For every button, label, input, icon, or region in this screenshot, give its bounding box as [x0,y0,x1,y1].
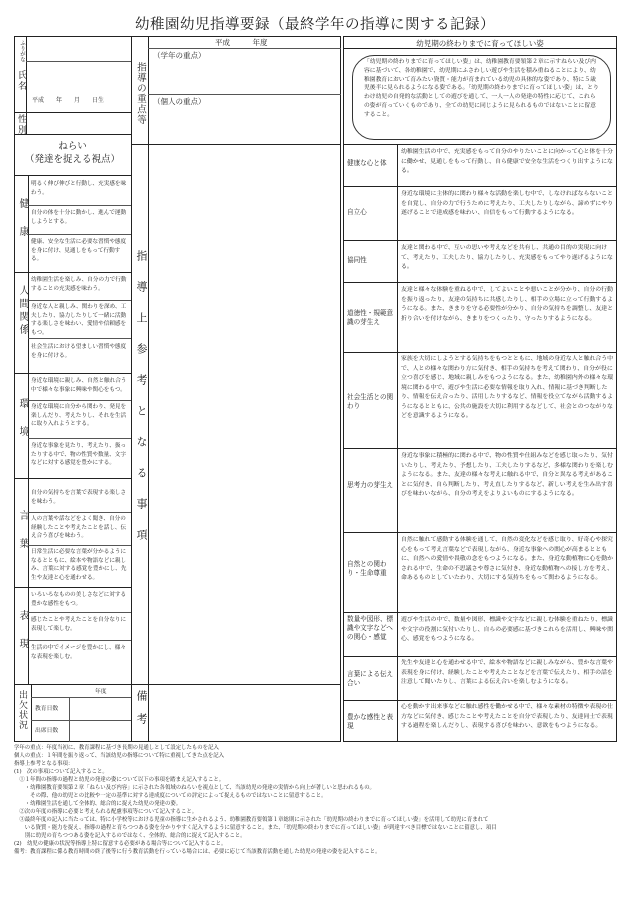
footnote: 学年の重点：年度当初に、教育課程に基づき長期の見通しとして設定したものを記入 [14,745,219,751]
aim-text: 自分の気持ちを言葉で表現する楽しさを味わう。 [31,490,127,505]
aim-text: 社会生活における望ましい習慣や態度を身に付ける。 [31,344,127,359]
attendance-label: 出欠状況 [17,690,27,730]
final-picture-header: 幼児期の終わりまでに育ってほしい姿 [416,39,544,48]
picture-text: 心を動かす出来事などに触れ感性を働かせる中で、様々な素材の特徴や表現の仕方などに気付き、感じたことや考えたことを自分で表現したり、友達同士で表現する過程を楽しんだりし、表現する喜びを味わい、意欲をもつようになる。 [401,704,613,730]
area-label-health: 健康 [17,198,28,254]
picture-label-morality: 道徳性・規範意識の芽生え [347,309,394,327]
footnote: 備考：教育課程に係る教育時間の終了後等に行う教育活動を行っている場合には、必要に応じて当該教育活動を通した幼児の発達の姿を記入すること。 [14,849,381,855]
aim-text: 身近な環境に自分から関わり、発見を楽しんだり、考えたりし、それを生活に取り入れようとする。 [31,404,127,428]
aim-text: 明るく伸び伸びと行動し、充実感を味わう。 [31,181,127,196]
picture-text: 先生や友達と心を通わせる中で、絵本や物語などに親しみながら、豊かな言葉や表現を身に付け、経験したことや考えたことなどを言葉で伝えたり、相手の話を注意して聞いたりし、言葉による伝え合いを楽しむようになる。 [401,660,613,686]
footnote: (1) 次の事項について記入すること。 [14,769,108,775]
footnote: 個人の重点：１年間を振り返って、当該幼児の指導について特に重視してきた点を記入 [14,753,225,759]
footnote: ・幼稚園生活を通して全体的、総合的に捉えた幼児の発達の姿。 [14,801,182,807]
footnote: その際、他の幼児との比較や一定の基準に対する達成度についての評定によって捉えるものではないことに留意すること。 [14,793,327,799]
area-label-environment: 環境 [17,398,28,454]
remarks-label: 備考 [135,690,148,736]
aims-header: ねらい （発達を捉える視点） [24,141,120,165]
aim-text: 幼稚園生活を楽しみ、自分の力で行動することの充実感を味わう。 [31,277,127,292]
picture-text: 友達と様々な体験を重ねる中で、してよいことや悪いことが分かり、自分の行動を振り返ったり、友達の気持ちに共感したりし、相手の立場に立って行動するようになる。また、きまりを守る必要性が分かり、自分の気持ちを調整し、友達と折り合いを付けながら、きまりをつくったり、守ったりするようになる。 [401,287,614,322]
footnote: 別に幼児の育ちつつある姿を記入するのではなく、全体的、総合的に捉えて記入すること。 [14,833,246,839]
area-label-language: 言葉 [17,510,28,566]
attendance-year-label: 年度 [95,689,107,695]
aim-text: 生活の中でイメージを豊かにし、様々な表現を楽しむ。 [31,645,126,660]
aim-text: 自分の体を十分に動かし、進んで運動しようとする。 [31,210,127,225]
area-label-relations: 人間関係 [17,285,28,337]
attend-days-label: 出席日数 [35,728,59,734]
picture-label-cooperation: 協同性 [347,256,367,264]
aim-text: 身近な事象を見たり、考えたり、扱ったりする中で、物の性質や数量、文字などに対する感覚を豊かにする。 [31,443,127,467]
page-title: 幼稚園幼児指導要録（最終学年の指導に関する記録） [135,17,495,33]
picture-label-nature: 自然との関わり・生命尊重 [347,560,387,578]
footnote: ①１年間の指導の過程と幼児の発達の姿について以下の事項を踏まえ記入すること。 [14,777,225,783]
aim-text: 健康、安全な生活に必要な習慣や態度を身に付け、見通しをもって行動する。 [31,239,127,263]
school-days-label: 教育日数 [35,706,59,712]
area-label-expression: 表現 [17,610,28,666]
picture-text: 自然に触れて感動する体験を通して、自然の変化などを感じ取り、好奇心や探究心をもって考え言葉などで表現しながら、身近な事象への関心が高まるとともに、自然への愛情や畏敬の念をもつようになる。また、身近な動植物に心を動かされる中で、生命の不思議さや尊さに気付き、身近な動植物への接し方を考え、命あるものとしていたわり、大切にする気持ちをもって関わるようになる。 [401,537,614,582]
picture-text: 家族を大切にしようとする気持ちをもつとともに、地域の身近な人と触れ合う中で、人との様々な関わり方に気付き、相手の気持ちを考えて関わり、自分が役に立つ喜びを感じ、地域に親しみをもつようになる。また、幼稚園内外の様々な環境に関わる中で、遊びや生活に必要な情報を取り入れ、情報に基づき判断したり、情報を伝え合ったり、活用したりするなど、情報を役立てながら活動するようになるとともに、公共の施設を大切に利用するなどして、社会とのつながりなどを意識するようになる。 [401,356,614,420]
aim-text: 身近な人と親しみ、関わりを深め、工夫したり、協力したりして一緒に活動する楽しさを味わい、愛情や信頼感をもつ。 [31,304,127,336]
aim-text: いろいろなものの美しさなどに対する豊かな感性をもつ。 [31,592,127,607]
picture-text: 幼稚園生活の中で、充実感をもって自分のやりたいことに向かって心と体を十分に働かせ、見通しをもって行動し、自ら健康で安全な生活をつくり出すようになる。 [401,149,613,175]
individual-focus-label: （個人の重点） [153,97,206,106]
picture-label-thinking: 思考力の芽生え [347,481,394,489]
aim-text: 身近な環境に親しみ、自然と触れ合う中で様々な事象に興味や関心をもつ。 [31,378,127,393]
furigana-label: ふりがな [19,40,25,62]
aim-text: 人の言葉や話などをよく聞き、自分の経験したことや考えたことを話し、伝え合う喜びを味わう。 [31,516,127,540]
guidance-points-label: 指導の重点等 [135,62,146,125]
footnote: いる資質・能力を捉え、指導の過程と育ちつつある姿を分かりやすく記入するように留意すること。また、「幼児期の終わりまでに育ってほしい姿」が到達すべき目標ではないことに留意し、項目 [14,825,497,831]
picture-text: 身近な環境に主体的に関わり様々な活動を楽しむ中で、しなければならないことを自覚し、自分の力で行うために考えたり、工夫したりしながら、諦めずにやり遂げることで達成感を味わい、自信をもって行動するようになる。 [401,191,614,217]
intro-note: 「幼児期の終わりまでに育ってほしい姿」は、幼稚園教育要領第２章に示すねらい及び内容に基づいて、各幼稚園で、幼児期にふさわしい遊びや生活を積み重ねることにより、幼稚園教育において育みたい資質・能力が育まれている幼児の具体的な姿であり、特に５歳児後半に見られるようになる姿である。「幼児期の終わりまでに育ってほしい姿」は、とりわけ幼児の自発的な活動としての遊びを通して、一人一人の発達の特性に応じて、これらの姿が育っていくものであり、全ての幼児に同じように見られるものではないことに留意すること。 [364,59,599,118]
footnote: (2) 幼児の健康の状況等指導上特に留意する必要がある場合等について記入すること。 [14,841,227,847]
birth-date: 平成 年 月 日生 [32,97,105,104]
picture-label-numbers: 数量や図形、標識や文字などへの関心・感覚 [347,615,394,642]
picture-label-expression: 豊かな感性と表現 [347,713,394,731]
school-year: 平成 年度 [215,38,268,47]
picture-text: 遊びや生活の中で、数量や図形、標識や文字などに親しむ体験を重ねたり、標識や文字の役割に気付いたりし、自らの必要感に基づきこれらを活用し、興味や関心、感覚をもつようになる。 [401,617,614,643]
picture-label-health: 健康な心と体 [347,159,387,167]
reference-notes-label: 指導上参考となる事項 [135,250,148,560]
picture-label-language: 言葉による伝え合い [347,670,394,688]
aim-text: 日常生活に必要な言葉が分かるようになるとともに、絵本や物語などに親しみ、言葉に対する感覚を豊かにし、先生や友達と心を通わせる。 [31,549,127,581]
name-label: 氏名 [16,70,26,92]
picture-label-society: 社会生活との関わり [347,393,394,411]
footnote: ・幼稚園教育要領第２章「ねらい及び内容」に示された各領域のねらいを視点として、当該幼児の発達の実情から向上が著しいと思われるもの。 [14,785,375,791]
picture-text: 身近な事象に積極的に関わる中で、物の性質や仕組みなどを感じ取ったり、気付いたりし、考えたり、予想したり、工夫したりするなど、多様な関わりを楽しむようになる。また、友達の様々な考えに触れる中で、自分と異なる考えがあることに気付き、自ら判断したり、考え直したりするなど、新しい考えを生み出す喜びを味わいながら、自分の考えをよりよいものにするようになる。 [401,453,614,498]
picture-text: 友達と関わる中で、互いの思いや考えなどを共有し、共通の目的の実現に向けて、考えたり、工夫したり、協力したりし、充実感をもってやり遂げるようになる。 [401,245,613,271]
footnote: ③最終年度の記入に当たっては、特に小学校等における児童の指導に生かされるよう、幼稚園教育要領第１章総則に示された「幼児期の終わりまでに育ってほしい姿」を活用して幼児に育まれて [14,817,489,823]
sex-label: 性別 [16,114,26,136]
aim-text: 感じたことや考えたことを自分なりに表現して楽しむ。 [31,617,127,632]
picture-label-independence: 自立心 [347,208,367,216]
footnote: 指導上参考となる事項： [14,761,74,767]
year-focus-label: （学年の重点） [153,51,206,60]
footnote: ②次の年度の指導に必要と考えられる配慮事項等について記入すること。 [14,809,198,815]
